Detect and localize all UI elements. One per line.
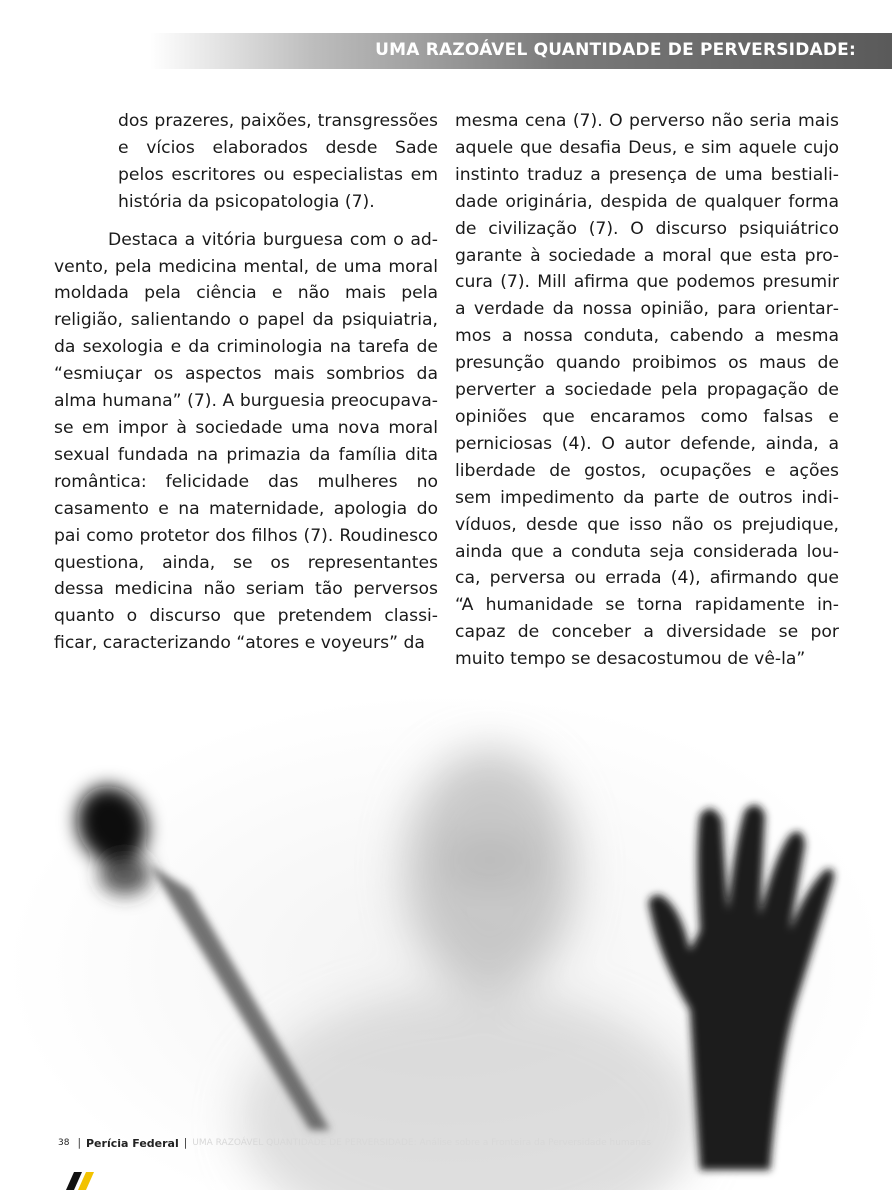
running-header-title: UMA RAZOÁVEL QUANTIDADE DE PERVERSIDADE: xyxy=(375,40,856,60)
footer-divider: | xyxy=(77,1137,81,1149)
knife-blade xyxy=(150,865,330,1130)
page-footer xyxy=(58,1135,651,1151)
footer-divider: | xyxy=(183,1137,188,1149)
body-paragraph: mesma cena (7). O perverso não seria mais aquele que desafia Deus, e sim aquele cujo instinto traduz a presença de uma bestialidade originária, despida de qualquer forma de civilização (7). O discurso psiquiátrico garante à sociedade a moral que esta procura (7). Mill afirma que podemos presumir a verdade da nossa opinião, para orientarmos a nossa conduta, cabendo a mesma presunção quando proibimos os maus de perverter a sociedade pela propagação de opiniões que encaramos como falsas e perniciosas (4). O autor defende, ainda, a liberdade de gostos, ocupações e ações sem impedimento da parte de outros indivíduos, desde que isso não os prejudique, ainda que a conduta seja considerada louca, perversa ou errada (4), afirmando que “A humanidade se torna rapidamente incapaz de conceber a diversidade se por muito tempo se desacostumou de vê-la” xyxy=(455,111,839,670)
photo-illustration xyxy=(0,690,892,1190)
left-column xyxy=(54,108,438,657)
magazine-name: Perícia Federal xyxy=(86,1136,179,1150)
knife-handle xyxy=(64,774,159,895)
magazine-logo-marks xyxy=(60,1172,100,1190)
block-quote: dos prazeres, paixões, transgressões e vícios elaborados desde Sade pelos escritores ou especialistas em história da psicopatologia (7). xyxy=(118,111,438,212)
right-column xyxy=(455,108,839,673)
knife-and-hand-silhouette-photo xyxy=(0,690,892,1190)
page-number: 38 xyxy=(58,1138,70,1148)
header-bar xyxy=(150,33,892,69)
footer-running-title: UMA RAZOÁVEL QUANTIDADE DE PERVERSIDADE: Análise sobre a Fronteira da Perversidade humanas xyxy=(192,1138,652,1148)
body-paragraph: Destaca a vitória burguesa com o advento, pela medicina mental, de uma moral moldada pela ciência e não mais pela religião, salientando o papel da psiquiatria, da sexologia e da criminologia na tarefa de “esmiuçar os aspectos mais sombrios da alma humana” (7). A burguesia preocupava-se em impor à sociedade uma nova moral sexual fundada na primazia da família dita romântica: felicidade das mulheres no casamento e na maternidade, apologia do pai como protetor dos filhos (7). Roudinesco questiona, ainda, se os representantes dessa medicina não seriam tão perversos quanto o discurso que pretendem classificar, caracterizando “atores e voyeurs” da xyxy=(54,229,438,654)
